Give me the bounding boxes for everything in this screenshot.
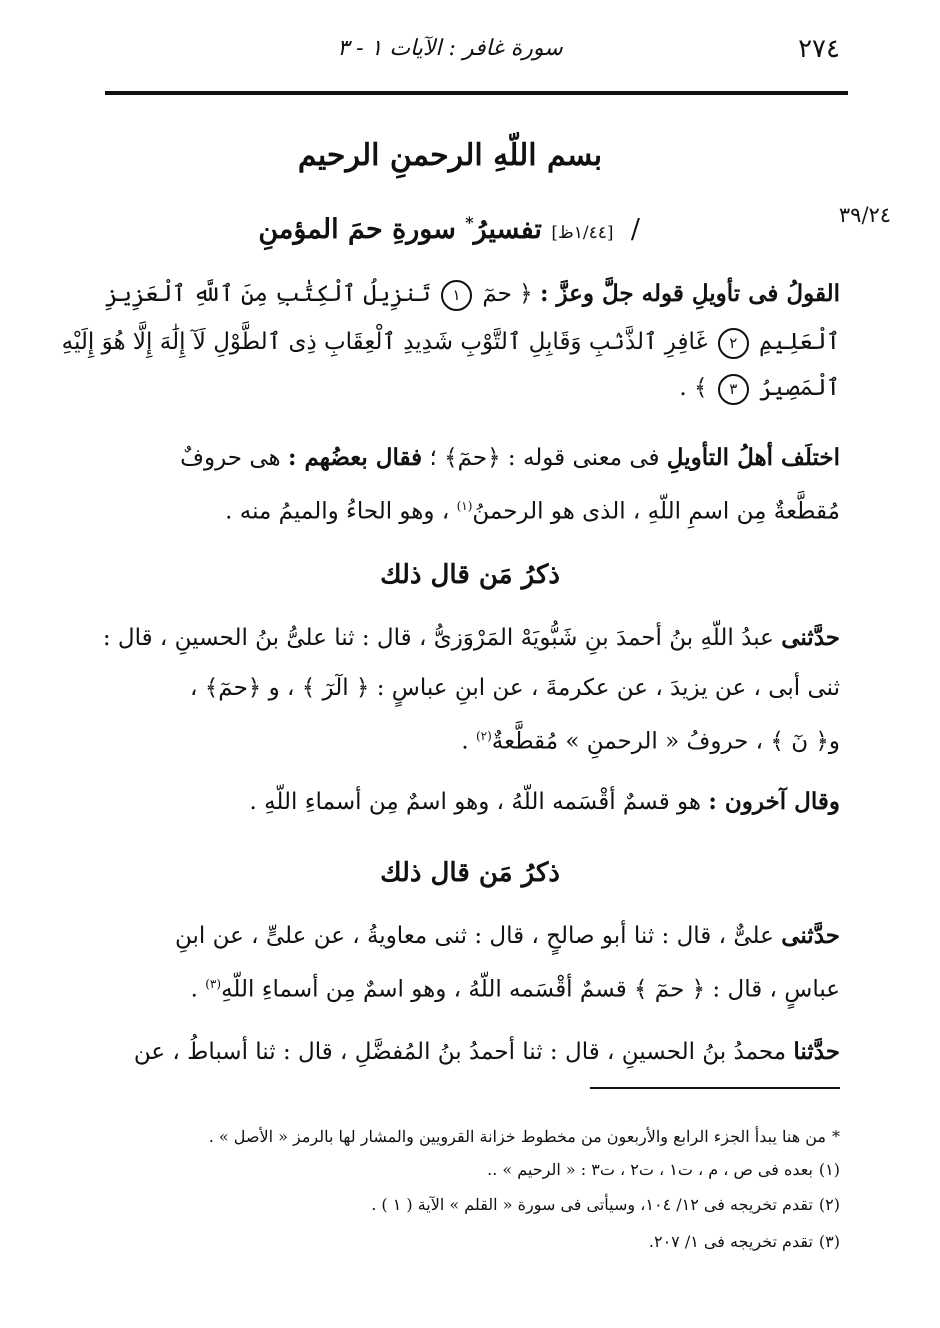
basmala: بسم اللّهِ الرحمنِ الرحيم: [297, 138, 603, 173]
para1-line2-text: مُقطَّعةٌ مِن اسمِ اللّهِ ، الذى هو الرحمنُ: [472, 498, 840, 525]
narr1-line3-text: و﴿ نٓ ﴾ ، حروفُ « الرحمنِ » مُقطَّعةٌ: [491, 728, 840, 755]
heading-title-a: تفسيرُ: [473, 214, 542, 245]
heading-title-b: سورةِ حمَ المؤمنِ: [258, 214, 456, 245]
narr1-line1-text: عبدُ اللّهِ بنُ أحمدَ بنِ شَبُّويَهْ المَرْوَزىُّ ، قال : ثنا علىُّ بنُ الحسينِ ، قال :: [102, 625, 774, 651]
narr2-lead: حدَّثنى: [781, 922, 840, 949]
ayah-marker-2: ٢: [718, 328, 749, 359]
narr2-line2-end: .: [190, 976, 198, 1003]
narr3-text: محمدُ بنُ الحسينِ ، قال : ثنا أحمدُ بنُ المُفضَّلِ ، قال : ثنا أسباطُ ، عن: [133, 1039, 787, 1065]
ayah-marker-1: ١: [441, 280, 472, 311]
narr3-lead: حدَّثنا: [793, 1038, 840, 1065]
intro-line-1: [100, 276, 840, 312]
others-line: [249, 784, 840, 820]
section-heading-1: ذكرُ مَن قال ذلك: [380, 560, 560, 590]
footnote-1-label: (١): [818, 1160, 840, 1179]
verse-text-3a: ٱلْمَصِيرُ: [759, 375, 840, 401]
footnote-rule: [590, 1087, 840, 1089]
section-heading-2: ذكرُ مَن قال ذلك: [380, 858, 560, 888]
footnote-2-label: (٢): [818, 1195, 840, 1214]
narr1-line-1: [100, 620, 840, 656]
footnote-ref-2: (٢): [475, 729, 492, 743]
page-number: ٢٧٤: [798, 34, 840, 64]
verse-text-3b: ﴾ .: [679, 375, 708, 401]
narr1-line-2: ثنى أبى ، عن يزيدَ ، عن عكرمةَ ، عن ابنِ عباسٍ : ﴿ الٓرٓ ﴾ ، و ﴿حمٓ﴾ ،: [190, 675, 840, 701]
intro-line-2: [61, 324, 840, 360]
surah-heading: [258, 213, 640, 245]
narr2-line-2: [191, 966, 840, 1008]
footnote-star-label: *: [832, 1127, 840, 1146]
intro-lead: القولُ فى تأويلِ قوله جلَّ وعزَّ :: [539, 280, 840, 307]
para1-line-2: [225, 488, 840, 530]
footnote-1: [487, 1159, 840, 1181]
footnote-star: [209, 1126, 840, 1148]
narr3-line: [100, 1034, 840, 1070]
verse-text-1: ﴿ حمٓ: [482, 281, 533, 307]
footnote-ref-1: (١): [456, 499, 473, 513]
verse-text-1b: تَنزِيلُ ٱلْكِتَٰبِ مِنَ ٱللَّهِ ٱلْعَزِيزِ: [104, 281, 431, 307]
para1-text-2: هى حروفٌ: [180, 445, 281, 471]
header-rule: [105, 91, 848, 95]
verse-text-2b: غَافِرِ ٱلذَّنۢبِ وَقَابِلِ ٱلتَّوْبِ شَدِيدِ ٱلْعِقَابِ ذِى ٱلطَّوْلِ لَآ إِلَٰهَ إِلَّا هُوَ إِلَيْهِ: [61, 329, 708, 355]
ayah-marker-3: ٣: [718, 374, 749, 405]
footnote-3-text: تقدم تخريجه فى ١/ ٢٠٧.: [648, 1232, 813, 1251]
heading-star: *: [465, 213, 474, 232]
para1-bold-2: فقال بعضُهم :: [287, 444, 423, 471]
intro-line-3: [679, 370, 840, 406]
para1-text-1: فى معنى قوله : ﴿حمٓ﴾ ؛: [429, 445, 660, 471]
para1-line-1: [100, 440, 840, 476]
footnote-3-label: (٣): [818, 1232, 840, 1251]
narr2-line2-text: عباسٍ ، قال : ﴿ حمٓ ﴾ قسمٌ أقْسَمه اللّهُ ، وهو اسمٌ مِن أسماءِ اللّهِ: [221, 976, 840, 1003]
others-bold: وقال آخرون :: [708, 788, 840, 815]
narr1-lead: حدَّثنى: [781, 624, 840, 651]
manuscript-ref: [١/٤٤ظ]: [551, 223, 614, 243]
margin-reference: ٣٩/٢٤: [838, 203, 892, 227]
narr1-line3-end: .: [461, 728, 469, 755]
footnote-2: [371, 1194, 840, 1216]
verse-text-2a: ٱلْعَلِيمِ: [759, 329, 840, 355]
running-title: سورة غافر : الآيات ١ - ٣: [337, 36, 563, 61]
heading-slash: /: [630, 214, 640, 245]
others-text: هو قسمٌ أقْسَمه اللّهُ ، وهو اسمٌ مِن أسماءِ اللّهِ .: [249, 789, 702, 815]
footnote-ref-3: (٣): [205, 977, 222, 991]
footnote-star-text: من هنا يبدأ الجزء الرابع والأربعون من مخطوط خزانة القرويين والمشار لها بالرمز « الأصل » .: [208, 1127, 826, 1146]
narr2-line-1: [100, 918, 840, 954]
para1-bold-1: اختلَف أهلُ التأويلِ: [666, 444, 840, 471]
narr2-line1-text: علىٌّ ، قال : ثنا أبو صالحٍ ، قال : ثنى معاويةُ ، عن علىٍّ ، عن ابنِ: [174, 923, 774, 949]
para1-line2-end: ، وهو الحاءُ والميمُ منه .: [225, 498, 450, 525]
footnote-2-text: تقدم تخريجه فى ١٢/ ١٠٤، وسيأتى فى سورة « القلم » الآية ( ١ ) .: [371, 1195, 813, 1214]
footnote-1-text: بعده فى ص ، م ، ت١ ، ت٢ ، ت٣ : « الرحيم » ..: [487, 1160, 813, 1179]
narr1-line-3: [461, 718, 840, 760]
footnote-3: [649, 1231, 840, 1253]
